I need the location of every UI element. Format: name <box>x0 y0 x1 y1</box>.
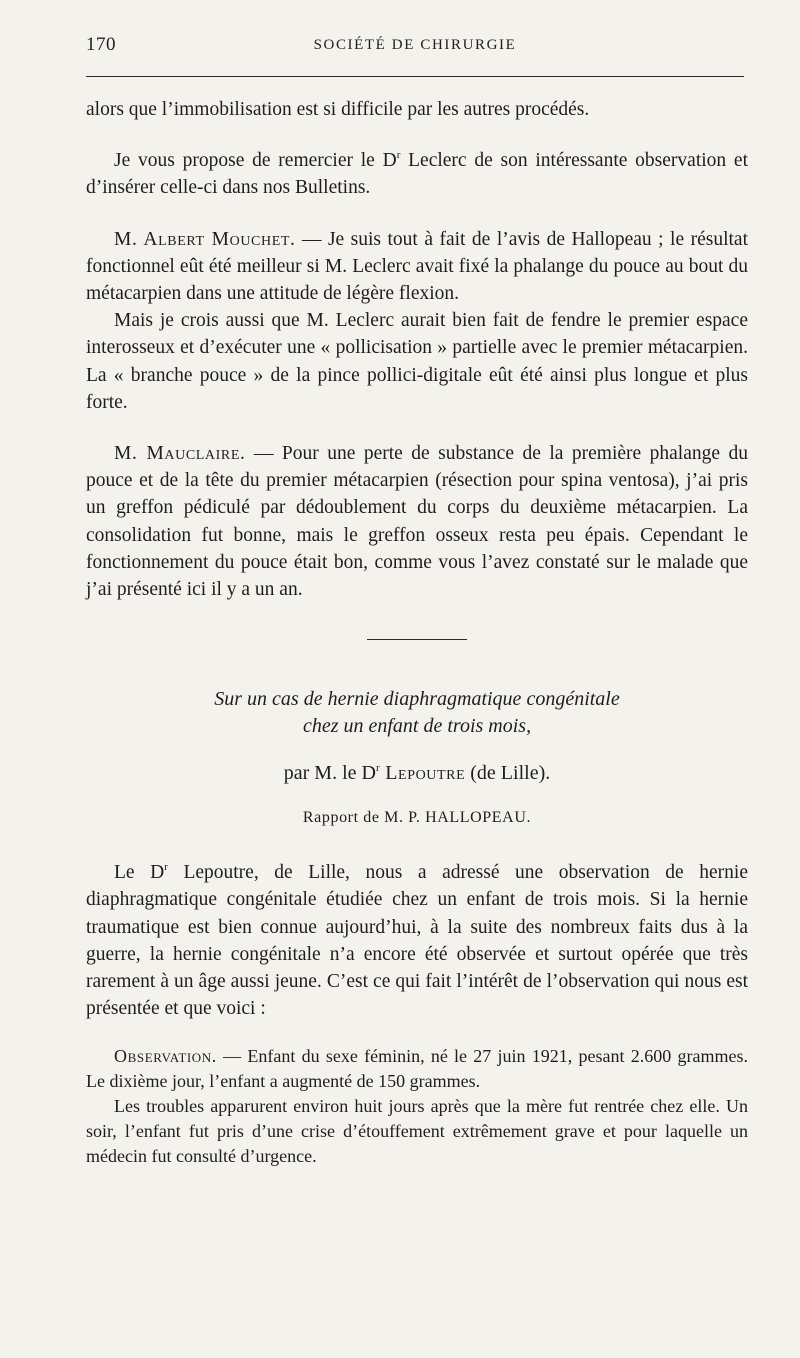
speaker-name: M. Mauclaire. <box>114 443 246 465</box>
paragraph-gap <box>86 202 748 226</box>
article-title-line: chez un enfant de trois mois, <box>302 715 532 738</box>
author-name: Lepoutre <box>379 762 466 785</box>
paragraph-intro <box>86 859 748 1022</box>
paragraph-gap <box>86 827 748 859</box>
running-head: SOCIÉTÉ DE CHIRURGIE <box>313 37 517 53</box>
text-run: Je vous propose de remercier le D <box>114 150 397 172</box>
paragraph-mouchet <box>86 226 748 308</box>
paragraph-gap <box>86 123 748 147</box>
page-header <box>86 34 744 64</box>
report-line: Rapport de M. P. HALLOPEAU. <box>302 809 532 827</box>
text-run: par M. le D <box>283 762 376 785</box>
text-run: Leclerc de son intéressante observation et d’insérer celle-ci dans nos Bulletins. <box>86 150 749 199</box>
paragraph-observation <box>86 1044 748 1094</box>
header-rule <box>86 76 744 77</box>
page-number: 170 <box>86 34 116 55</box>
text-run: — Enfant du sexe féminin, né le 27 juin 1921, pesant 2.600 grammes. Le dixième jour, l’enfant a augmenté de 150 grammes. <box>86 1046 748 1092</box>
observation-block <box>86 1044 748 1169</box>
paragraph-gap <box>86 1022 748 1044</box>
superscript: r <box>396 149 401 162</box>
paragraph-gap <box>86 416 748 440</box>
superscript: r <box>375 762 380 775</box>
text-run: Lepoutre, de Lille, nous a adressé une observation de hernie diaphragmatique congénitale étudiée chez un enfant de trois mois. Si la hernie traumatique est bien connue aujourd’hui, à la suite des nombreux faits dus à la guerre, la hernie congénitale n’a encore été observée et surtout opérée que très rarement à un âge aussi jeune. C’est ce qui fait l’intérêt de l’observation qui nous est présentée et que voici : <box>86 862 748 1020</box>
paragraph-mouchet-2: Mais je crois aussi que M. Leclerc aurait bien fait de fendre le premier espace interosseux et d’exécuter une « pollicisation » partielle avec le premier métacarpien. La « branche pouce » de la pince pollici-digitale eût été ainsi plus longue et plus forte. <box>86 310 748 413</box>
article-title-line: Sur un cas de hernie diaphragmatique congénitale <box>214 688 620 711</box>
article-author <box>86 762 748 785</box>
paragraph-continuation: alors que l’immobilisation est si difficile par les autres procédés. <box>86 99 590 120</box>
observation-label: Observation. <box>114 1046 217 1067</box>
article-title <box>86 686 748 740</box>
text-run: (de Lille). <box>465 762 551 785</box>
superscript: r <box>164 861 168 874</box>
page-body <box>86 96 748 1169</box>
section-divider <box>367 639 467 640</box>
paragraph-conclusion <box>86 147 748 201</box>
text-run: — Pour une perte de substance de la première phalange du pouce et de la tête du premier métacarpien (résection pour spina ventosa), j’ai pris un greffon pédiculé par dédoublement du corps du deuxième métacarpien. La consolidation fut bonne, mais le greffon osseux resta peu épais. Cependant le fonctionnement du pouce était bon, comme vous l’avez constaté sur le malade que j’ai présenté ici il y a un an. <box>86 443 748 601</box>
text-run: Le D <box>114 862 165 884</box>
text-run: — Je suis tout à fait de l’avis de Hallopeau ; le résultat fonctionnel eût été meilleur si M. Leclerc avait fixé la phalange du pouce au bout du métacarpien dans une attitude de légère flexion. <box>86 228 748 305</box>
paragraph-mauclaire <box>86 440 748 603</box>
speaker-name: M. Albert Mouchet. <box>114 228 296 250</box>
paragraph-observation-2: Les troubles apparurent environ huit jours après que la mère fut rentrée chez elle. Un soir, l’enfant fut pris d’une crise d’étouffement extrêmement grave et pour laquelle un médecin fut consulté d’urgence. <box>86 1096 748 1167</box>
